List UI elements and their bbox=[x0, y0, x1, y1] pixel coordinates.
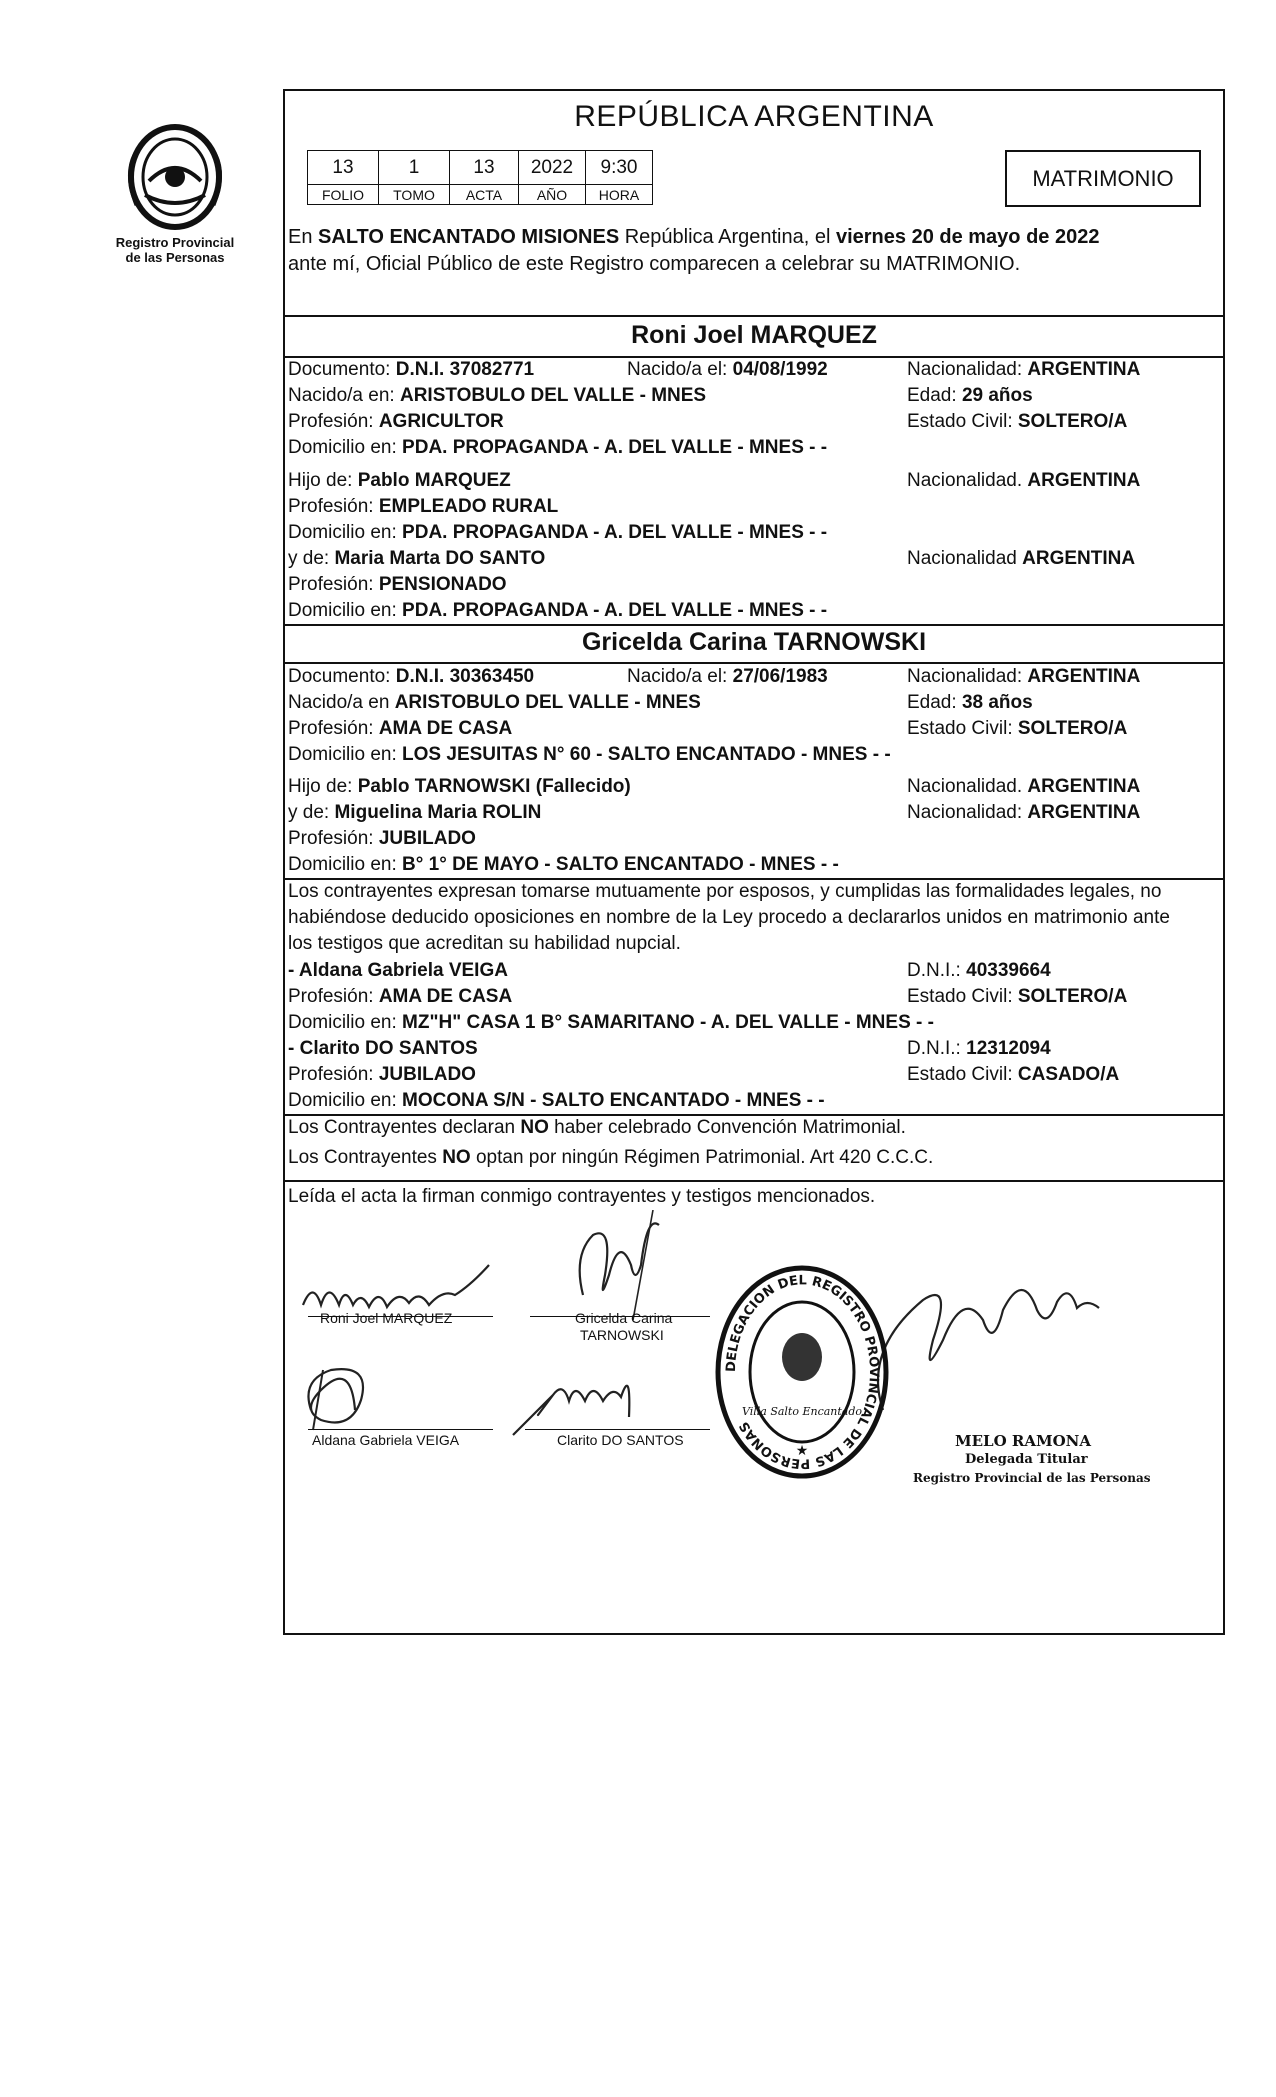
c1-birthdate: Nacido/a el: 04/08/1992 bbox=[627, 359, 828, 380]
c1-profession: Profesión: AGRICULTOR bbox=[288, 411, 504, 432]
c1-age: Edad: 29 años bbox=[907, 385, 1033, 406]
province-emblem bbox=[115, 115, 235, 235]
signature-label-3: Aldana Gabriela VEIGA bbox=[312, 1432, 460, 1448]
seal-caption-1: Registro Provincial bbox=[115, 235, 235, 250]
witness-2-name: - Clarito DO SANTOS bbox=[288, 1038, 478, 1059]
c1-father-address: Domicilio en: PDA. PROPAGANDA - A. DEL VALLE - MNES - - bbox=[288, 522, 828, 543]
svg-text:★: ★ bbox=[795, 1442, 809, 1458]
stamp-center-text: Villa Salto Encantado bbox=[741, 1405, 863, 1418]
acta-label: ACTA bbox=[450, 185, 519, 205]
hora-label: HORA bbox=[586, 185, 653, 205]
witness-2-profession: Profesión: JUBILADO bbox=[288, 1064, 476, 1085]
document-title: REPÚBLICA ARGENTINA bbox=[574, 100, 934, 133]
signature-label-1: Roni Joel MARQUEZ bbox=[320, 1310, 453, 1326]
c2-mother-nationality: Nacionalidad: ARGENTINA bbox=[907, 802, 1141, 823]
witness-2-civil-status: Estado Civil: CASADO/A bbox=[907, 1064, 1120, 1085]
closing-text: Leída el acta la firman conmigo contrayentes y testigos mencionados. bbox=[288, 1186, 876, 1207]
folio-table bbox=[307, 150, 653, 205]
c1-mother-profession: Profesión: PENSIONADO bbox=[288, 574, 507, 595]
c1-father-nationality: Nacionalidad. ARGENTINA bbox=[907, 470, 1141, 491]
witness-1-name: - Aldana Gabriela VEIGA bbox=[288, 960, 508, 981]
officer-name: MELO RAMONA bbox=[955, 1432, 1091, 1450]
patrimonial-line-1: Los Contrayentes declaran NO haber celebrado Convención Matrimonial. bbox=[288, 1117, 906, 1138]
c2-mother-profession: Profesión: JUBILADO bbox=[288, 828, 476, 849]
contrayente-1-name: Roni Joel MARQUEZ bbox=[631, 321, 877, 349]
signature-label-4: Clarito DO SANTOS bbox=[557, 1432, 684, 1448]
witness-2-address: Domicilio en: MOCONA S/N - SALTO ENCANTADO - MNES - - bbox=[288, 1090, 825, 1111]
registry-seal bbox=[95, 115, 255, 265]
c2-profession: Profesión: AMA DE CASA bbox=[288, 718, 513, 739]
witness-1-address: Domicilio en: MZ"H" CASA 1 B° SAMARITANO - A. DEL VALLE - MNES - - bbox=[288, 1012, 934, 1033]
declaration-line-1: Los contrayentes expresan tomarse mutuamente por esposos, y cumplidas las formalidades legales, no bbox=[288, 881, 1162, 902]
officer-title: Delegada Titular bbox=[965, 1452, 1088, 1467]
declaration-line-2: habiéndose deducido oposiciones en nombre de la Ley procedo a declararlos unidos en matrimonio ante bbox=[288, 907, 1170, 928]
c1-father-profession: Profesión: EMPLEADO RURAL bbox=[288, 496, 559, 517]
c2-father-nationality: Nacionalidad. ARGENTINA bbox=[907, 776, 1141, 797]
stamp-ring-text: DELEGACION DEL REGISTRO PROVINCIAL DE LAS PERSONAS bbox=[723, 1273, 882, 1471]
c1-father: Hijo de: Pablo MARQUEZ bbox=[288, 470, 511, 491]
signature-label-2a: Gricelda Carina bbox=[575, 1310, 673, 1326]
divider bbox=[283, 1180, 1225, 1182]
officer-organization: Registro Provincial de las Personas bbox=[913, 1471, 1151, 1485]
c1-nationality: Nacionalidad: ARGENTINA bbox=[907, 359, 1141, 380]
hora-value: 9:30 bbox=[586, 151, 653, 185]
signature-label-2b: TARNOWSKI bbox=[580, 1327, 664, 1343]
divider bbox=[283, 624, 1225, 626]
witness-1-dni: D.N.I.: 40339664 bbox=[907, 960, 1051, 981]
c1-address: Domicilio en: PDA. PROPAGANDA - A. DEL VALLE - MNES - - bbox=[288, 437, 828, 458]
folio-value: 13 bbox=[308, 151, 379, 185]
witness-1-profession: Profesión: AMA DE CASA bbox=[288, 986, 513, 1007]
intro-line-1: En SALTO ENCANTADO MISIONES República Argentina, el viernes 20 de mayo de 2022 bbox=[288, 226, 1100, 248]
divider bbox=[283, 315, 1225, 317]
witness-2-dni: D.N.I.: 12312094 bbox=[907, 1038, 1051, 1059]
c1-civil-status: Estado Civil: SOLTERO/A bbox=[907, 411, 1128, 432]
intro-date: viernes 20 de mayo de 2022 bbox=[835, 226, 1100, 248]
intro-place: SALTO ENCANTADO MISIONES bbox=[318, 226, 620, 248]
c1-mother-address: Domicilio en: PDA. PROPAGANDA - A. DEL VALLE - MNES - - bbox=[288, 600, 828, 621]
seal-caption-2: de las Personas bbox=[125, 250, 225, 265]
c2-mother: y de: Miguelina Maria ROLIN bbox=[288, 802, 542, 823]
acta-type-box: MATRIMONIO bbox=[1005, 150, 1201, 207]
patrimonial-line-2: Los Contrayentes NO optan por ningún Régimen Patrimonial. Art 420 C.C.C. bbox=[288, 1147, 934, 1168]
declaration-line-3: los testigos que acreditan su habilidad nupcial. bbox=[288, 933, 681, 954]
official-stamp-icon bbox=[715, 1265, 890, 1480]
c1-mother-nationality: Nacionalidad ARGENTINA bbox=[907, 548, 1136, 569]
c2-civil-status: Estado Civil: SOLTERO/A bbox=[907, 718, 1128, 739]
acta-value: 13 bbox=[450, 151, 519, 185]
signature-line bbox=[525, 1429, 710, 1430]
c2-birthplace: Nacido/a en ARISTOBULO DEL VALLE - MNES bbox=[288, 692, 701, 713]
c1-birthplace: Nacido/a en: ARISTOBULO DEL VALLE - MNES bbox=[288, 385, 707, 406]
c2-birthdate: Nacido/a el: 27/06/1983 bbox=[627, 666, 828, 687]
tomo-label: TOMO bbox=[379, 185, 450, 205]
contrayente-2-name: Gricelda Carina TARNOWSKI bbox=[581, 628, 927, 656]
c1-mother: y de: Maria Marta DO SANTO bbox=[288, 548, 546, 569]
signature-line bbox=[308, 1429, 493, 1430]
witness-1-civil-status: Estado Civil: SOLTERO/A bbox=[907, 986, 1128, 1007]
c2-age: Edad: 38 años bbox=[907, 692, 1033, 713]
c2-mother-address: Domicilio en: B° 1° DE MAYO - SALTO ENCANTADO - MNES - - bbox=[288, 854, 839, 875]
c2-nationality: Nacionalidad: ARGENTINA bbox=[907, 666, 1141, 687]
folio-label: FOLIO bbox=[308, 185, 379, 205]
anio-label: AÑO bbox=[519, 185, 586, 205]
c2-father: Hijo de: Pablo TARNOWSKI (Fallecido) bbox=[288, 776, 631, 797]
intro-line-2: ante mí, Oficial Público de este Registro comparecen a celebrar su MATRIMONIO. bbox=[288, 253, 1021, 275]
anio-value: 2022 bbox=[519, 151, 586, 185]
c2-address: Domicilio en: LOS JESUITAS N° 60 - SALTO ENCANTADO - MNES - - bbox=[288, 744, 891, 765]
c2-document: Documento: D.N.I. 30363450 bbox=[288, 666, 535, 687]
c1-document: Documento: D.N.I. 37082771 bbox=[288, 359, 535, 380]
tomo-value: 1 bbox=[379, 151, 450, 185]
